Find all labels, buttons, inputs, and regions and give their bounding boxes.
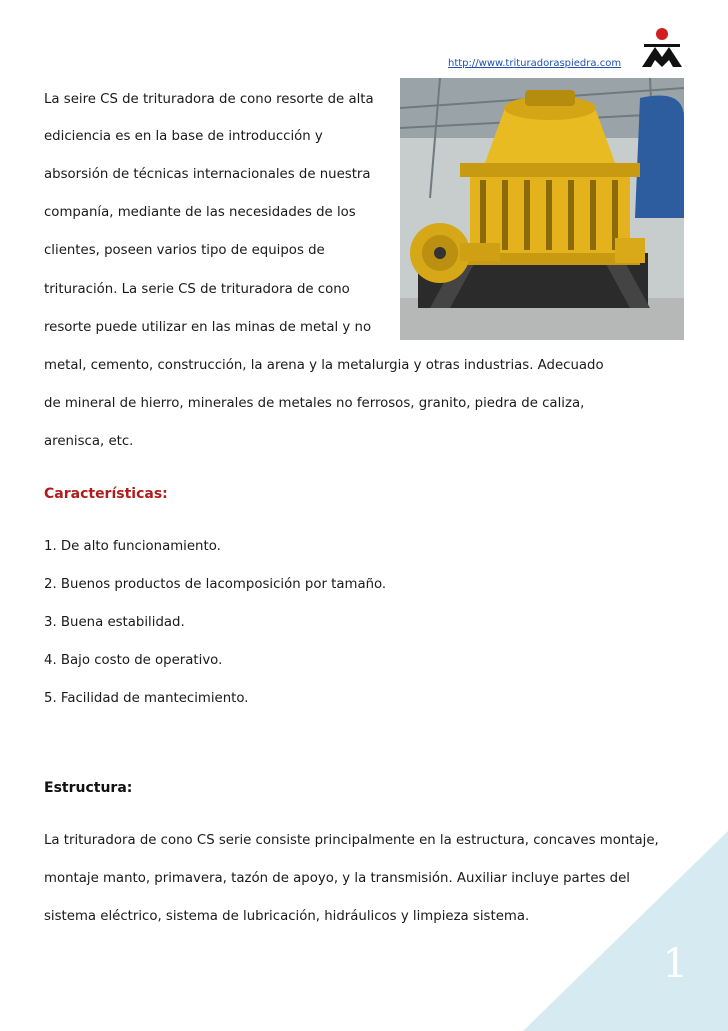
intro-line: metal, cemento, construcción, la arena y la metalurgia y otras industrias. Adecuado: [44, 358, 604, 373]
structure-line: montaje manto, primavera, tazón de apoyo, y la transmisión. Auxiliar incluye partes del: [44, 871, 630, 886]
intro-line: companía, mediante de las necesidades de los: [44, 205, 356, 220]
intro-line: resorte puede utilizar en las minas de metal y no: [44, 320, 372, 335]
intro-line: clientes, poseen varios tipo de equipos de: [44, 243, 325, 258]
feature-item: 2. Buenos productos de lacomposición por tamaño.: [44, 577, 387, 592]
corner-decoration: [523, 831, 728, 1031]
structure-line: sistema eléctrico, sistema de lubricación, hidráulicos y limpieza sistema.: [44, 909, 530, 924]
intro-line: absorsión de técnicas internacionales de nuestra: [44, 167, 371, 182]
cone-crusher-photo: [400, 78, 684, 340]
features-heading: Características:: [44, 486, 168, 502]
page-number: 1: [662, 941, 688, 987]
feature-item: 4. Bajo costo de operativo.: [44, 653, 223, 668]
feature-item: 1. De alto funcionamiento.: [44, 539, 221, 554]
intro-line: La seire CS de trituradora de cono resorte de alta: [44, 92, 374, 107]
intro-line: de mineral de hierro, minerales de metales no ferrosos, granito, piedra de caliza,: [44, 396, 585, 411]
structure-line: La trituradora de cono CS serie consiste principalmente en la estructura, concaves montaje,: [44, 833, 659, 848]
structure-heading: Estructura:: [44, 780, 133, 796]
intro-line: ediciencia es en la base de introducción y: [44, 129, 323, 144]
intro-line: trituración. La serie CS de trituradora de cono: [44, 282, 350, 297]
feature-item: 5. Facilidad de mantecimiento.: [44, 691, 249, 706]
intro-line: arenisca, etc.: [44, 434, 134, 449]
header-url-link[interactable]: http://www.trituradoraspiedra.com: [448, 58, 622, 69]
mountain-logo-icon: [640, 25, 684, 69]
feature-item: 3. Buena estabilidad.: [44, 615, 185, 630]
